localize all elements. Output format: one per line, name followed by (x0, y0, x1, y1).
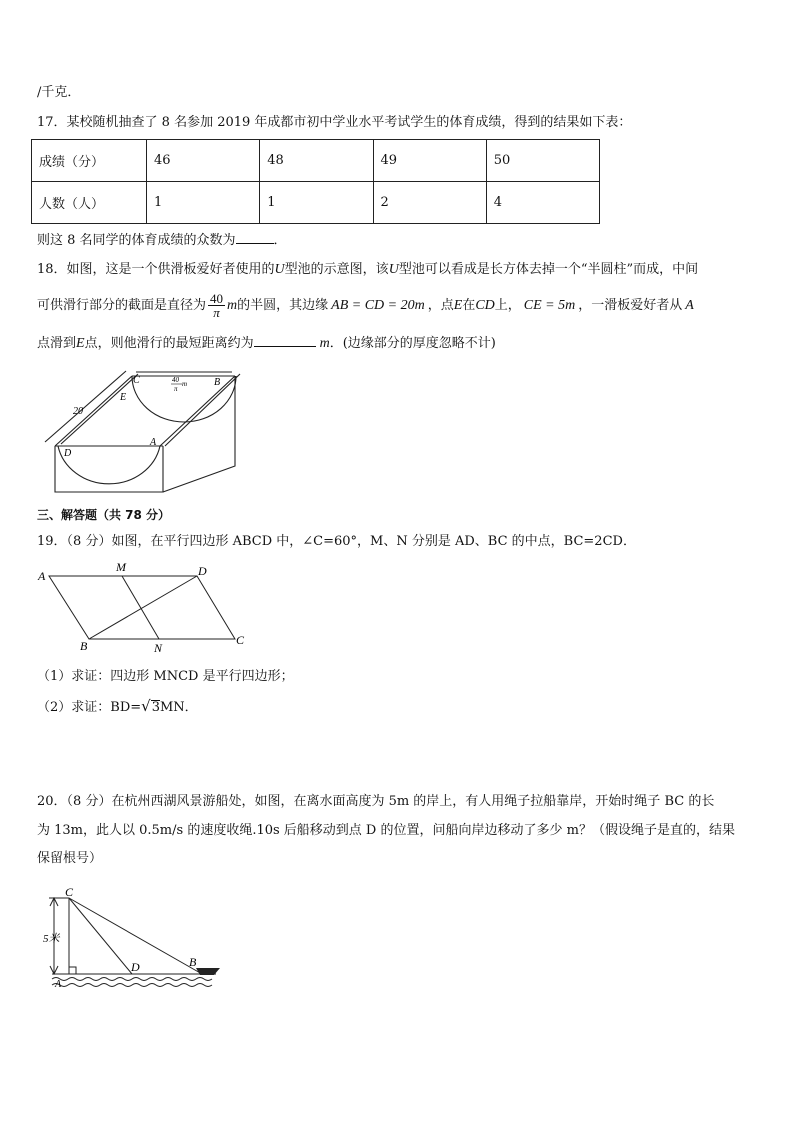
q18-text: 点滑到 (37, 336, 77, 351)
equation: CE = 5m (523, 298, 576, 313)
q17-question (37, 231, 287, 250)
answer-blank (236, 231, 274, 244)
q20-line-1: 20．（8 分）在杭州西湖风景游船处，如图，在离水面高度为 5m 的岸上，有人用绳子拉船靠岸，开始时绳子 BC 的长 (37, 794, 715, 809)
var-u: U (274, 262, 285, 277)
unit-m: m (227, 298, 238, 313)
q18-text: ，一滑板爱好者从 (578, 298, 683, 313)
label-b: B (189, 955, 197, 969)
q18-text: 型池可以看成是长方体去掉一个“半圆柱”而成，中间 (398, 262, 699, 277)
table-row (32, 182, 600, 224)
label-c: C (133, 375, 140, 386)
score-table (31, 139, 600, 224)
label-m: M (116, 560, 126, 574)
q18-text: 18．如图，这是一个供滑板爱好者使用的 (37, 262, 275, 277)
edge (55, 376, 132, 446)
label-length: 20 (73, 406, 83, 417)
label-n: N (154, 641, 163, 655)
label-height: 5米 (43, 933, 60, 945)
q19-stem: 19．（8 分）如图，在平行四边形 ABCD 中，∠C=60°，M、N 分别是 AD、BC 的中点，BC=2CD． (37, 534, 636, 549)
q19-part-1: （1）求证：四边形 MNCD 是平行四边形； (37, 669, 294, 684)
parallelogram (49, 576, 235, 639)
q18-text: 可供滑行部分的截面是直径为 (37, 298, 207, 313)
var-u: U (388, 262, 399, 277)
segment-mn (122, 576, 159, 639)
label-e: E (120, 392, 127, 403)
equation: AB = CD = 20m (331, 298, 425, 313)
label-d: D (198, 564, 207, 578)
label-a: A (150, 437, 157, 448)
parallelogram-figure (37, 560, 247, 655)
q19-part-2-end: MN． (159, 700, 198, 715)
q18-text: ，点 (427, 298, 454, 313)
q20-line-2: 为 13m，此人以 0.5m/s 的速度收绳.10s 后船移动到点 D 的位置，问船向岸边移动了多少 m？（假设绳子是直的，结果 (37, 823, 735, 838)
unit-m: m (319, 336, 330, 351)
water-wave (52, 984, 212, 987)
right-angle (69, 967, 76, 974)
label-c: C (65, 885, 74, 899)
edge (160, 376, 235, 446)
table-cell: 1 (147, 182, 260, 224)
boat-icon (196, 968, 220, 975)
q18-line-2 (37, 288, 694, 324)
label-b: B (80, 639, 88, 653)
q18-text: ．(边缘部分的厚度忽略不计) (329, 336, 496, 351)
table-cell: 成绩（分） (32, 140, 147, 182)
q20-line-3: 保留根号） (37, 851, 103, 866)
q18-text: 的半圆，其边缘 (237, 298, 329, 313)
q18-line-1 (37, 261, 698, 279)
table-cell: 2 (373, 182, 486, 224)
u-pool-figure (40, 368, 240, 498)
q17-question-end: ． (273, 233, 287, 248)
table-row (32, 140, 600, 182)
q18-line-3 (37, 334, 496, 353)
diameter-fraction (208, 292, 225, 319)
q19-part-2-text: （2）求证：BD= (37, 700, 142, 715)
q18-text: 型池的示意图，该 (284, 262, 389, 277)
frac-num: 40 (210, 291, 224, 306)
front-arc (58, 446, 160, 484)
q17-stem: 17．某校随机抽查了 8 名参加 2019 年成都市初中学业水平考试学生的体育成绩，得到的结果如下表： (37, 115, 632, 130)
label-d: D (64, 448, 72, 459)
frac-den: π (213, 305, 220, 320)
label-c: C (236, 633, 245, 647)
label-a: A (38, 569, 46, 583)
label-a: A (55, 979, 62, 990)
q16-tail: /千克． (37, 85, 81, 100)
label-b: B (214, 377, 221, 388)
table-cell: 46 (147, 140, 260, 182)
var-e: E (76, 336, 85, 351)
table-cell: 48 (260, 140, 373, 182)
q19-part-2 (37, 697, 198, 717)
label-diameter-unit: m (182, 380, 188, 388)
water-wave (52, 978, 212, 981)
radical-sign: √ (141, 697, 151, 715)
var-a: A (685, 298, 694, 313)
q17-question-text: 则这 8 名同学的体育成绩的众数为 (37, 233, 236, 248)
label-diameter-den: π (174, 385, 178, 393)
edge (163, 376, 235, 492)
q18-text: 上， (494, 298, 521, 313)
var-cd: CD (475, 298, 495, 313)
q18-text: 在 (462, 298, 476, 313)
table-cell: 49 (373, 140, 486, 182)
dimension-line (45, 371, 126, 442)
boat-figure (40, 886, 230, 996)
label-diameter-num: 40 (172, 376, 179, 384)
var-e: E (453, 298, 463, 313)
table-cell: 人数（人） (32, 182, 147, 224)
section-title: 三、解答题（共 78 分） (37, 508, 171, 522)
label-d: D (131, 960, 140, 974)
q18-text: 点，则他滑行的最短距离约为 (84, 336, 254, 351)
table-cell: 1 (260, 182, 373, 224)
answer-blank (254, 334, 316, 347)
rope-cd (69, 898, 132, 974)
radicand: 3 (151, 700, 160, 715)
table-cell: 50 (486, 140, 599, 182)
table-cell: 4 (486, 182, 599, 224)
segment-bd (89, 576, 197, 639)
